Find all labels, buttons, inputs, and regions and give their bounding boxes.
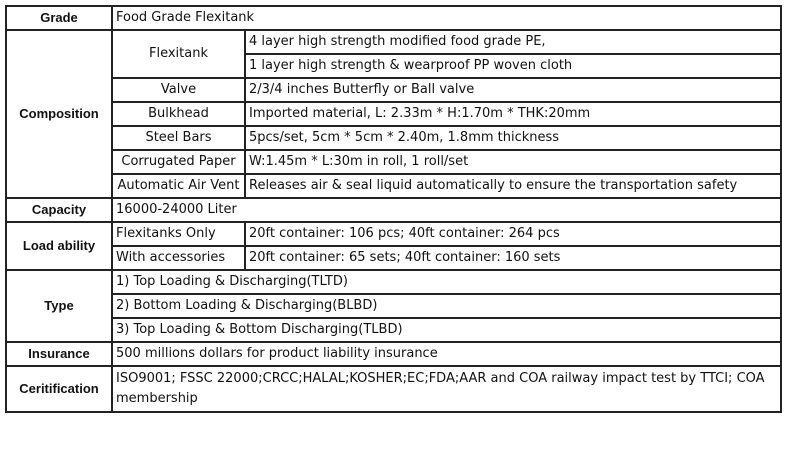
- grade-value: Food Grade Flexitank: [112, 6, 781, 30]
- insurance-row: [6, 342, 781, 366]
- composition-steel-bars-row: [6, 126, 781, 150]
- steel-bars-value: 5pcs/set, 5cm * 5cm * 2.40m, 1.8mm thickness: [245, 126, 781, 150]
- insurance-value: 500 millions dollars for product liability insurance: [112, 342, 781, 366]
- composition-corrugated-paper-row: [6, 150, 781, 174]
- flexitank-line-2: 1 layer high strength & wearproof PP woven cloth: [245, 54, 781, 78]
- load-with-accessories-label: With accessories: [112, 246, 245, 270]
- composition-flexitank-row-1: [6, 30, 781, 54]
- corrugated-paper-value: W:1.45m * L:30m in roll, 1 roll/set: [245, 150, 781, 174]
- type-label: Type: [6, 270, 112, 342]
- type-item: 2) Bottom Loading & Discharging(BLBD): [112, 294, 781, 318]
- load-ability-row-1: [6, 222, 781, 246]
- type-row-3: [6, 318, 781, 342]
- steel-bars-label: Steel Bars: [112, 126, 245, 150]
- air-vent-label: Automatic Air Vent: [112, 174, 245, 198]
- load-flexitanks-only-value: 20ft container: 106 pcs; 40ft container: 264 pcs: [245, 222, 781, 246]
- grade-label: Grade: [6, 6, 112, 30]
- flexitank-label: Flexitank: [112, 30, 245, 78]
- insurance-label: Insurance: [6, 342, 112, 366]
- bulkhead-value: Imported material, L: 2.33m * H:1.70m * THK:20mm: [245, 102, 781, 126]
- composition-valve-row: [6, 78, 781, 102]
- valve-value: 2/3/4 inches Butterfly or Ball valve: [245, 78, 781, 102]
- composition-label: Composition: [6, 30, 112, 198]
- load-ability-label: Load ability: [6, 222, 112, 270]
- capacity-value: 16000-24000 Liter: [112, 198, 781, 222]
- load-ability-row-2: [6, 246, 781, 270]
- composition-bulkhead-row: [6, 102, 781, 126]
- load-with-accessories-value: 20ft container: 65 sets; 40ft container: 160 sets: [245, 246, 781, 270]
- flexitank-line-1: 4 layer high strength modified food grade PE,: [245, 30, 781, 54]
- spec-table: [5, 5, 782, 413]
- certification-row: [6, 366, 781, 412]
- type-item: 3) Top Loading & Bottom Discharging(TLBD): [112, 318, 781, 342]
- air-vent-value: Releases air & seal liquid automatically to ensure the transportation safety: [245, 174, 781, 198]
- grade-row: [6, 6, 781, 30]
- load-flexitanks-only-label: Flexitanks Only: [112, 222, 245, 246]
- corrugated-paper-label: Corrugated Paper: [112, 150, 245, 174]
- certification-value: ISO9001; FSSC 22000;CRCC;HALAL;KOSHER;EC;FDA;AAR and COA railway impact test by TTCI; COA membership: [112, 366, 781, 412]
- valve-label: Valve: [112, 78, 245, 102]
- type-item: 1) Top Loading & Discharging(TLTD): [112, 270, 781, 294]
- bulkhead-label: Bulkhead: [112, 102, 245, 126]
- capacity-label: Capacity: [6, 198, 112, 222]
- composition-air-vent-row: [6, 174, 781, 198]
- certification-label: Ceritification: [6, 366, 112, 412]
- capacity-row: [6, 198, 781, 222]
- type-row-1: [6, 270, 781, 294]
- type-row-2: [6, 294, 781, 318]
